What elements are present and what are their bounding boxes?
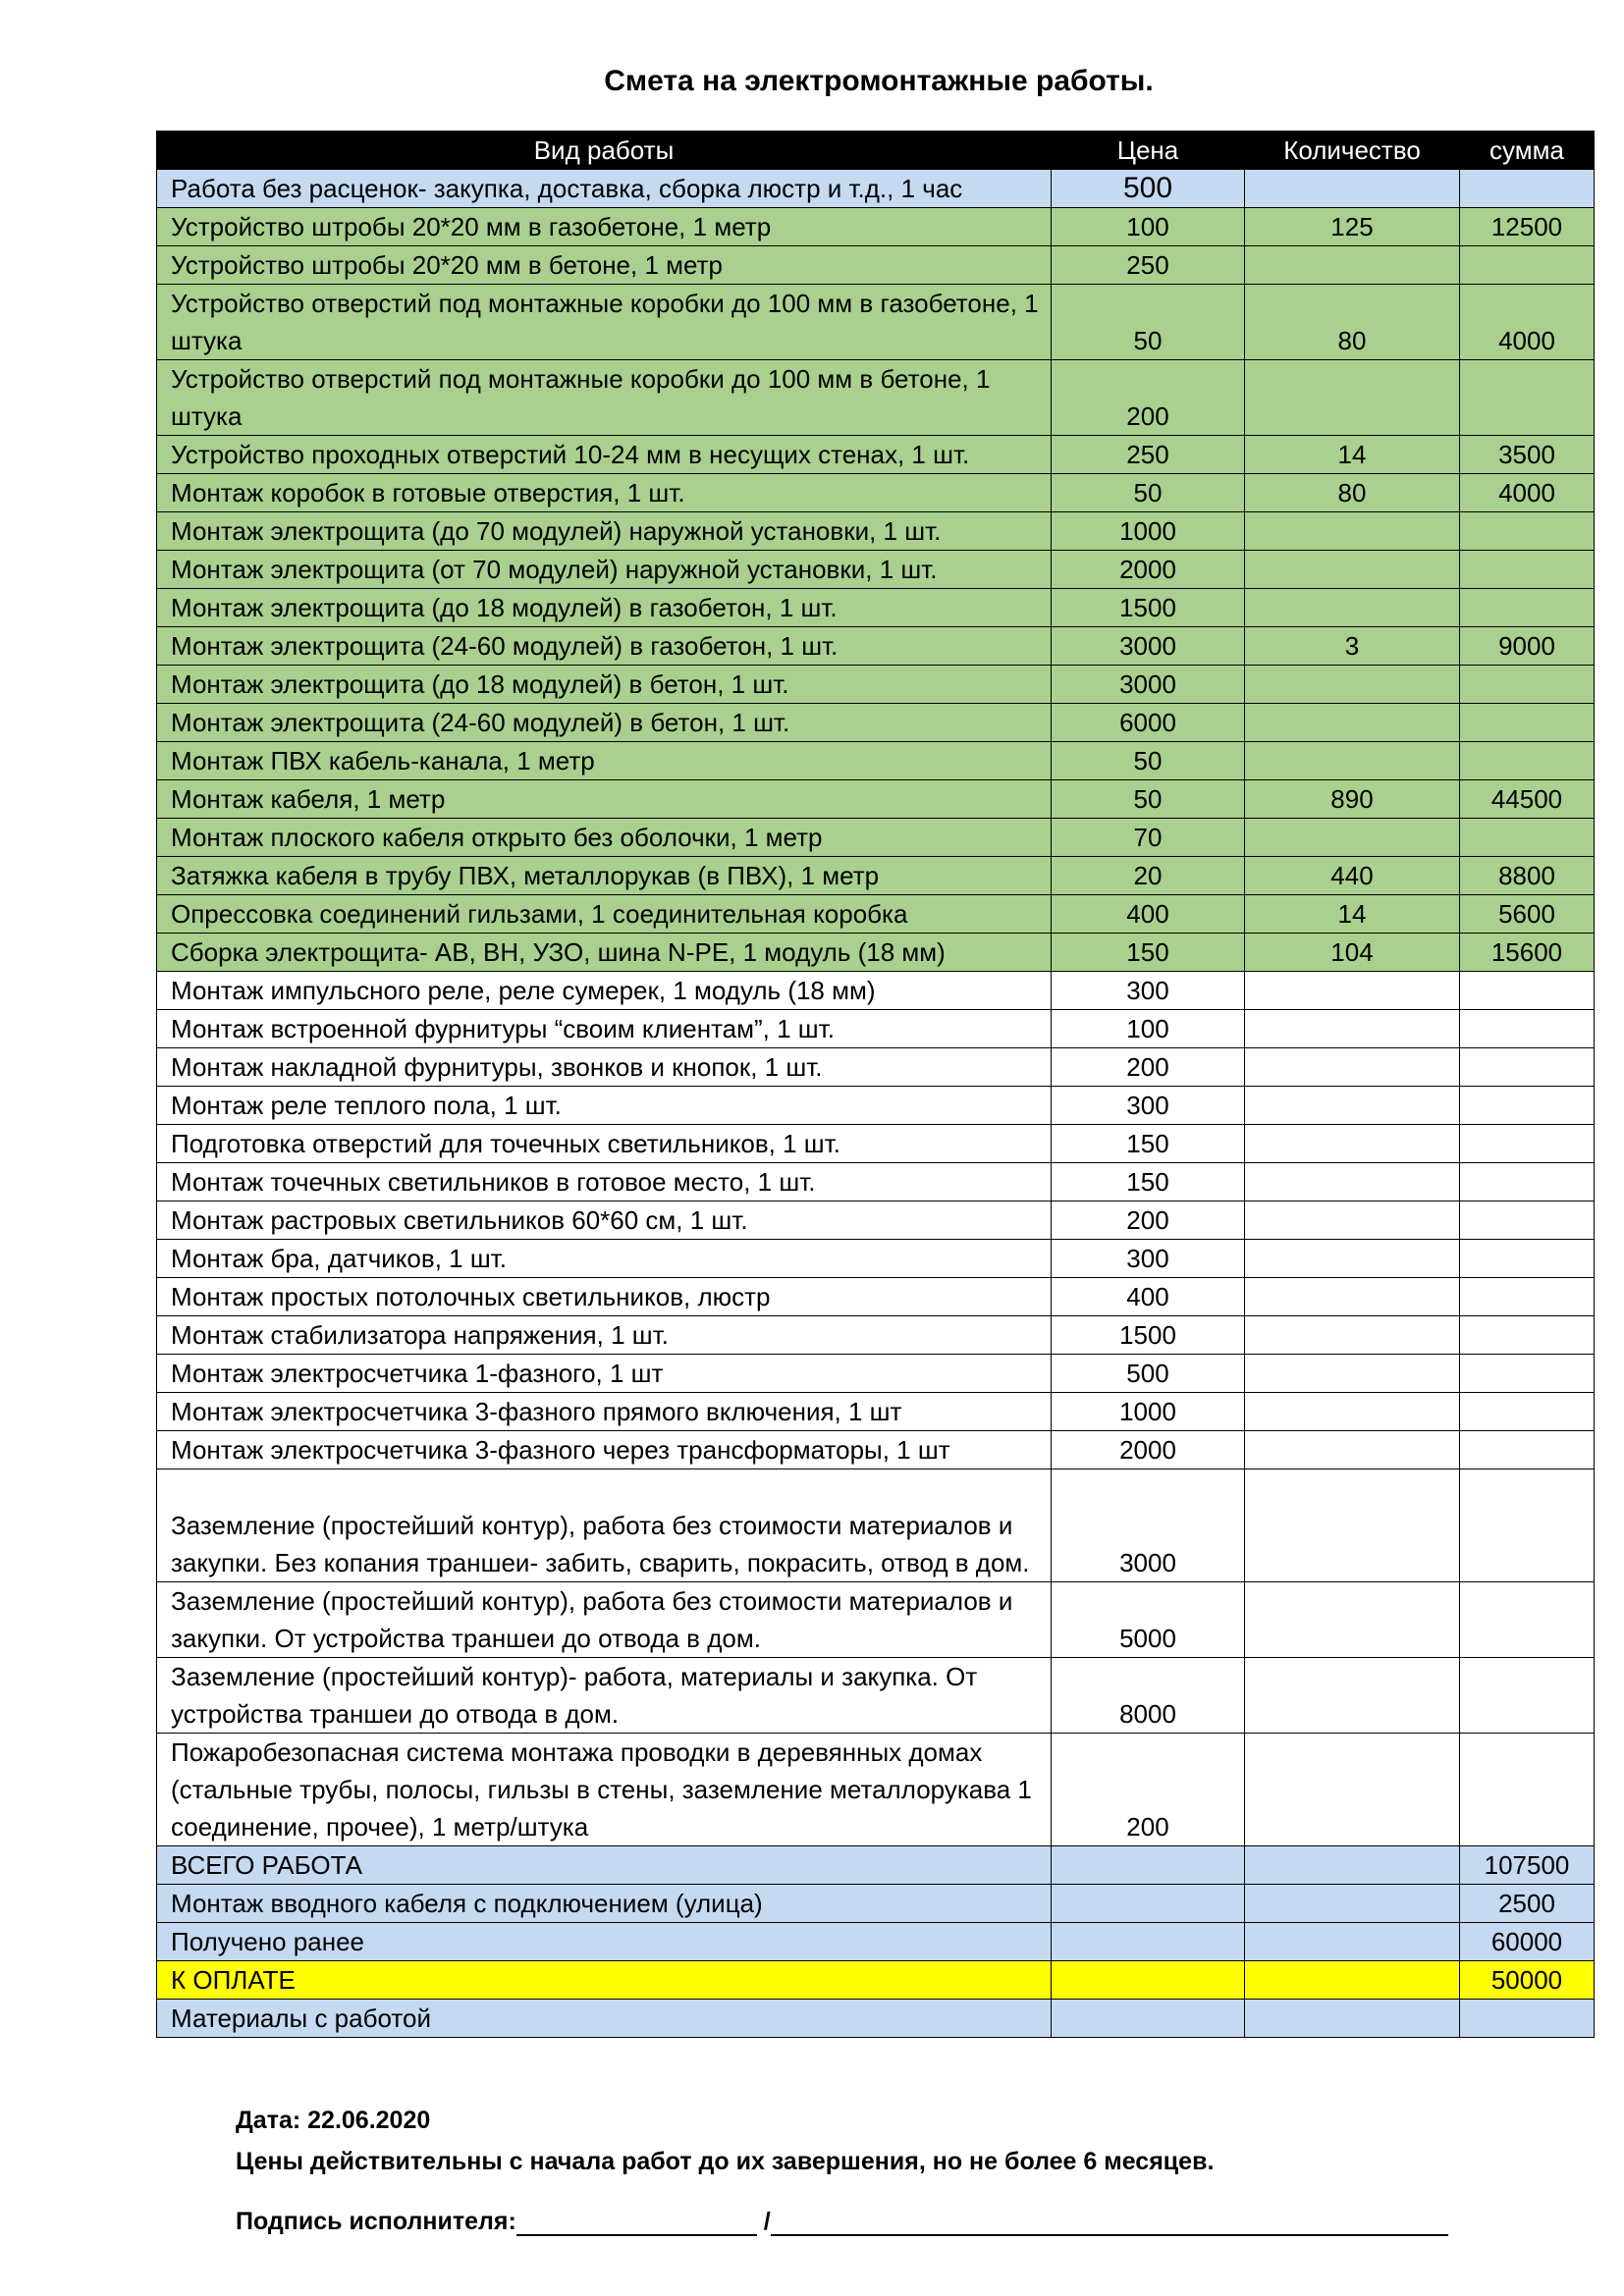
table-row — [157, 1316, 1595, 1355]
sum-cell: 2500 — [1460, 1885, 1595, 1923]
table-row — [157, 1923, 1595, 1961]
price-cell: 100 — [1052, 208, 1245, 246]
sum-cell — [1460, 742, 1595, 780]
header-sum: сумма — [1460, 132, 1595, 170]
price-cell: 200 — [1052, 1048, 1245, 1087]
qty-cell — [1245, 972, 1460, 1010]
sum-cell: 9000 — [1460, 627, 1595, 666]
work-cell: Монтаж бра, датчиков, 1 шт. — [157, 1240, 1052, 1278]
sum-cell: 12500 — [1460, 208, 1595, 246]
table-row — [157, 1469, 1595, 1582]
work-cell: Монтаж электрощита (до 70 модулей) наружной установки, 1 шт. — [157, 512, 1052, 551]
qty-cell — [1245, 1355, 1460, 1393]
work-cell: Подготовка отверстий для точечных светильников, 1 шт. — [157, 1125, 1052, 1163]
work-cell: Монтаж точечных светильников в готовое место, 1 шт. — [157, 1163, 1052, 1201]
work-cell: Монтаж накладной фурнитуры, звонков и кнопок, 1 шт. — [157, 1048, 1052, 1087]
price-cell: 1500 — [1052, 1316, 1245, 1355]
table-row — [157, 742, 1595, 780]
work-cell: Монтаж электросчетчика 1-фазного, 1 шт — [157, 1355, 1052, 1393]
work-cell: ВСЕГО РАБОТА — [157, 1846, 1052, 1885]
qty-cell — [1245, 1469, 1460, 1582]
work-cell: К ОПЛАТЕ — [157, 1961, 1052, 2000]
table-row — [157, 780, 1595, 819]
work-cell: Монтаж встроенной фурнитуры “своим клиентам”, 1 шт. — [157, 1010, 1052, 1048]
qty-cell — [1245, 1923, 1460, 1961]
table-row — [157, 436, 1595, 474]
qty-cell — [1245, 1201, 1460, 1240]
price-cell: 6000 — [1052, 704, 1245, 742]
price-cell: 1000 — [1052, 512, 1245, 551]
table-row — [157, 1582, 1595, 1658]
price-cell: 8000 — [1052, 1658, 1245, 1734]
price-cell: 200 — [1052, 1201, 1245, 1240]
qty-cell: 125 — [1245, 208, 1460, 246]
sum-cell — [1460, 1010, 1595, 1048]
qty-cell — [1245, 246, 1460, 285]
table-row — [157, 1431, 1595, 1469]
work-cell: Устройство штробы 20*20 мм в бетоне, 1 метр — [157, 246, 1052, 285]
work-cell: Материалы с работой — [157, 2000, 1052, 2038]
qty-cell: 14 — [1245, 895, 1460, 934]
sum-cell — [1460, 1393, 1595, 1431]
work-cell: Монтаж импульсного реле, реле сумерек, 1 модуль (18 мм) — [157, 972, 1052, 1010]
header-work: Вид работы — [157, 132, 1052, 170]
work-cell: Монтаж электросчетчика 3-фазного прямого включения, 1 шт — [157, 1393, 1052, 1431]
work-cell: Пожаробезопасная система монтажа проводки в деревянных домах (стальные трубы, полосы, гильзы в стены, заземление металлорукава 1 соединение, прочее), 1 метр/штука — [157, 1734, 1052, 1846]
table-row — [157, 972, 1595, 1010]
signature-separator: / — [763, 2208, 771, 2235]
table-row — [157, 1240, 1595, 1278]
qty-cell — [1245, 1010, 1460, 1048]
price-cell — [1052, 1885, 1245, 1923]
table-row — [157, 1125, 1595, 1163]
sum-cell — [1460, 1582, 1595, 1658]
table-row — [157, 857, 1595, 895]
signature-line — [516, 2209, 757, 2236]
sum-cell — [1460, 1163, 1595, 1201]
work-cell: Устройство проходных отверстий 10-24 мм в несущих стенах, 1 шт. — [157, 436, 1052, 474]
signature-block — [236, 2208, 1448, 2236]
work-cell: Монтаж растровых светильников 60*60 см, 1 шт. — [157, 1201, 1052, 1240]
table-row — [157, 1885, 1595, 1923]
work-cell: Монтаж электрощита (24-60 модулей) в газобетон, 1 шт. — [157, 627, 1052, 666]
table-row — [157, 1087, 1595, 1125]
price-cell: 3000 — [1052, 627, 1245, 666]
price-cell: 300 — [1052, 1087, 1245, 1125]
table-row — [157, 285, 1595, 360]
table-row — [157, 627, 1595, 666]
qty-cell: 890 — [1245, 780, 1460, 819]
qty-cell — [1245, 2000, 1460, 2038]
work-cell: Монтаж стабилизатора напряжения, 1 шт. — [157, 1316, 1052, 1355]
work-cell: Устройство отверстий под монтажные коробки до 100 мм в бетоне, 1 штука — [157, 360, 1052, 436]
price-cell: 50 — [1052, 742, 1245, 780]
work-cell: Сборка электрощита- АВ, ВН, УЗО, шина N-PE, 1 модуль (18 мм) — [157, 934, 1052, 972]
qty-cell — [1245, 1278, 1460, 1316]
work-cell: Монтаж коробок в готовые отверстия, 1 шт. — [157, 474, 1052, 512]
price-cell: 100 — [1052, 1010, 1245, 1048]
price-cell: 200 — [1052, 360, 1245, 436]
sum-cell: 60000 — [1460, 1923, 1595, 1961]
qty-cell — [1245, 1885, 1460, 1923]
price-cell: 2000 — [1052, 1431, 1245, 1469]
sum-cell — [1460, 246, 1595, 285]
table-row — [157, 1048, 1595, 1087]
work-cell: Заземление (простейший контур), работа без стоимости материалов и закупки. Без копания траншеи- забить, сварить, покрасить, отвод в дом. — [157, 1469, 1052, 1582]
sum-cell: 50000 — [1460, 1961, 1595, 2000]
price-cell: 200 — [1052, 1734, 1245, 1846]
price-cell: 50 — [1052, 780, 1245, 819]
work-cell: Монтаж электрощита (до 18 модулей) в бетон, 1 шт. — [157, 666, 1052, 704]
qty-cell: 80 — [1245, 285, 1460, 360]
table-row — [157, 895, 1595, 934]
qty-cell: 80 — [1245, 474, 1460, 512]
table-row — [157, 589, 1595, 627]
sum-cell — [1460, 666, 1595, 704]
qty-cell — [1245, 1087, 1460, 1125]
sum-cell — [1460, 1125, 1595, 1163]
qty-cell: 440 — [1245, 857, 1460, 895]
work-cell: Монтаж плоского кабеля открыто без оболочки, 1 метр — [157, 819, 1052, 857]
price-cell: 1500 — [1052, 589, 1245, 627]
sum-cell — [1460, 1087, 1595, 1125]
table-row — [157, 1846, 1595, 1885]
qty-cell — [1245, 704, 1460, 742]
work-cell: Устройство отверстий под монтажные коробки до 100 мм в газобетоне, 1 штука — [157, 285, 1052, 360]
sum-cell: 4000 — [1460, 474, 1595, 512]
price-cell: 70 — [1052, 819, 1245, 857]
qty-cell: 14 — [1245, 436, 1460, 474]
work-cell: Работа без расценок- закупка, доставка, сборка люстр и т.д., 1 час — [157, 170, 1052, 208]
qty-cell: 104 — [1245, 934, 1460, 972]
price-cell: 3000 — [1052, 1469, 1245, 1582]
qty-cell — [1245, 1125, 1460, 1163]
price-cell: 1000 — [1052, 1393, 1245, 1431]
price-cell: 3000 — [1052, 666, 1245, 704]
table-row — [157, 208, 1595, 246]
price-cell: 150 — [1052, 934, 1245, 972]
qty-cell — [1245, 1316, 1460, 1355]
qty-cell — [1245, 1431, 1460, 1469]
sum-cell — [1460, 2000, 1595, 2038]
sum-cell: 107500 — [1460, 1846, 1595, 1885]
sum-cell — [1460, 1734, 1595, 1846]
qty-cell — [1245, 1048, 1460, 1087]
signature-label: Подпись исполнителя: — [236, 2208, 516, 2235]
table-row — [157, 474, 1595, 512]
work-cell: Заземление (простейший контур), работа без стоимости материалов и закупки. От устройства траншеи до отвода в дом. — [157, 1582, 1052, 1658]
qty-cell — [1245, 1658, 1460, 1734]
price-cell — [1052, 1961, 1245, 2000]
sum-cell — [1460, 360, 1595, 436]
sum-cell — [1460, 1240, 1595, 1278]
sum-cell — [1460, 1201, 1595, 1240]
table-row — [157, 1163, 1595, 1201]
qty-cell — [1245, 666, 1460, 704]
sum-cell — [1460, 1048, 1595, 1087]
work-cell: Затяжка кабеля в трубу ПВХ, металлорукав (в ПВХ), 1 метр — [157, 857, 1052, 895]
work-cell: Монтаж кабеля, 1 метр — [157, 780, 1052, 819]
date-text: Дата: 22.06.2020 — [236, 2107, 431, 2134]
sum-cell — [1460, 972, 1595, 1010]
table-row — [157, 512, 1595, 551]
sum-cell — [1460, 551, 1595, 589]
sum-cell — [1460, 1431, 1595, 1469]
sum-cell — [1460, 704, 1595, 742]
qty-cell — [1245, 360, 1460, 436]
qty-cell — [1245, 819, 1460, 857]
qty-cell — [1245, 1846, 1460, 1885]
work-cell: Монтаж ПВХ кабель-канала, 1 метр — [157, 742, 1052, 780]
price-cell: 20 — [1052, 857, 1245, 895]
table-row — [157, 1393, 1595, 1431]
qty-cell — [1245, 1393, 1460, 1431]
price-cell: 150 — [1052, 1163, 1245, 1201]
qty-cell — [1245, 1734, 1460, 1846]
sum-cell: 8800 — [1460, 857, 1595, 895]
work-cell: Устройство штробы 20*20 мм в газобетоне, 1 метр — [157, 208, 1052, 246]
price-cell — [1052, 1846, 1245, 1885]
price-cell: 400 — [1052, 895, 1245, 934]
price-cell: 50 — [1052, 474, 1245, 512]
name-line — [771, 2209, 1448, 2236]
sum-cell — [1460, 589, 1595, 627]
estimate-table — [156, 131, 1595, 2038]
price-cell: 250 — [1052, 436, 1245, 474]
sum-cell — [1460, 512, 1595, 551]
validity-text: Цены действительны с начала работ до их завершения, но не более 6 месяцев. — [236, 2148, 1215, 2175]
price-cell: 150 — [1052, 1125, 1245, 1163]
qty-cell — [1245, 1240, 1460, 1278]
qty-cell: 3 — [1245, 627, 1460, 666]
sum-cell: 5600 — [1460, 895, 1595, 934]
price-cell: 50 — [1052, 285, 1245, 360]
table-row — [157, 551, 1595, 589]
qty-cell — [1245, 589, 1460, 627]
table-row — [157, 1961, 1595, 2000]
sum-cell — [1460, 1316, 1595, 1355]
header-price: Цена — [1052, 132, 1245, 170]
qty-cell — [1245, 1961, 1460, 2000]
sum-cell — [1460, 170, 1595, 208]
table-row — [157, 2000, 1595, 2038]
sum-cell — [1460, 1469, 1595, 1582]
table-row — [157, 1278, 1595, 1316]
price-cell: 400 — [1052, 1278, 1245, 1316]
sum-cell: 3500 — [1460, 436, 1595, 474]
header-qty: Количество — [1245, 132, 1460, 170]
table-row — [157, 1010, 1595, 1048]
price-cell: 5000 — [1052, 1582, 1245, 1658]
qty-cell — [1245, 1163, 1460, 1201]
work-cell: Монтаж электрощита (до 18 модулей) в газобетон, 1 шт. — [157, 589, 1052, 627]
sum-cell — [1460, 1278, 1595, 1316]
work-cell: Монтаж электросчетчика 3-фазного через трансформаторы, 1 шт — [157, 1431, 1052, 1469]
qty-cell — [1245, 742, 1460, 780]
table-row — [157, 1658, 1595, 1734]
sum-cell — [1460, 1658, 1595, 1734]
work-cell: Монтаж электрощита (от 70 модулей) наружной установки, 1 шт. — [157, 551, 1052, 589]
price-cell: 2000 — [1052, 551, 1245, 589]
price-cell: 500 — [1052, 170, 1245, 208]
work-cell: Монтаж простых потолочных светильников, люстр — [157, 1278, 1052, 1316]
table-row — [157, 934, 1595, 972]
table-row — [157, 704, 1595, 742]
table-row — [157, 819, 1595, 857]
price-cell: 500 — [1052, 1355, 1245, 1393]
table-header-row — [157, 132, 1595, 170]
table-row — [157, 1734, 1595, 1846]
work-cell: Опрессовка соединений гильзами, 1 соединительная коробка — [157, 895, 1052, 934]
work-cell: Получено ранее — [157, 1923, 1052, 1961]
work-cell: Заземление (простейший контур)- работа, материалы и закупка. От устройства траншеи до отвода в дом. — [157, 1658, 1052, 1734]
sum-cell: 15600 — [1460, 934, 1595, 972]
table-row — [157, 170, 1595, 208]
qty-cell — [1245, 170, 1460, 208]
qty-cell — [1245, 1582, 1460, 1658]
sum-cell — [1460, 819, 1595, 857]
price-cell — [1052, 2000, 1245, 2038]
price-cell — [1052, 1923, 1245, 1961]
work-cell: Монтаж электрощита (24-60 модулей) в бетон, 1 шт. — [157, 704, 1052, 742]
sum-cell: 44500 — [1460, 780, 1595, 819]
qty-cell — [1245, 512, 1460, 551]
work-cell: Монтаж вводного кабеля с подключением (улица) — [157, 1885, 1052, 1923]
qty-cell — [1245, 551, 1460, 589]
table-row — [157, 1201, 1595, 1240]
table-row — [157, 1355, 1595, 1393]
work-cell: Монтаж реле теплого пола, 1 шт. — [157, 1087, 1052, 1125]
sum-cell: 4000 — [1460, 285, 1595, 360]
page-title: Смета на электромонтажные работы. — [604, 65, 1154, 97]
table-row — [157, 360, 1595, 436]
sum-cell — [1460, 1355, 1595, 1393]
table-row — [157, 666, 1595, 704]
price-cell: 250 — [1052, 246, 1245, 285]
price-cell: 300 — [1052, 1240, 1245, 1278]
table-row — [157, 246, 1595, 285]
price-cell: 300 — [1052, 972, 1245, 1010]
